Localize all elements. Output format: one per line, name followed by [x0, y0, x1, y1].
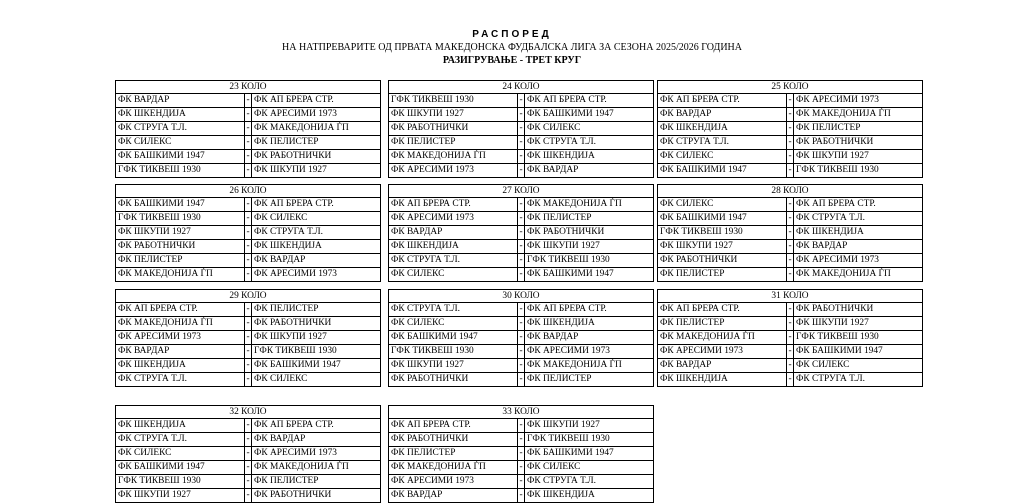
match-row: [116, 268, 380, 281]
away-team: ФК МАКЕДОНИЈА ЃП: [527, 360, 622, 370]
match-separator: -: [786, 373, 794, 386]
match-row: [116, 345, 380, 359]
match-row: [116, 475, 380, 489]
match-separator: -: [517, 331, 525, 344]
match-separator: -: [517, 359, 525, 372]
match-row: [658, 94, 922, 108]
home-team: ФК СТРУГА Т.Л.: [391, 255, 460, 265]
away-team: ФК ВАРДАР: [527, 332, 579, 342]
match-row: [658, 198, 922, 212]
match-separator: -: [786, 122, 794, 135]
away-team: ФК ШКЕНДИЈА: [254, 241, 322, 251]
away-team: ФК МАКЕДОНИЈА ЃП: [254, 123, 349, 133]
match-separator: -: [244, 122, 252, 135]
round-title: 33 КОЛО: [389, 406, 653, 419]
away-team: ФК АП БРЕРА СТР.: [796, 199, 876, 209]
match-row: [658, 164, 922, 177]
match-row: [389, 108, 653, 122]
away-team: ФК ПЕЛИСТЕР: [527, 213, 592, 223]
match-separator: -: [244, 254, 252, 267]
away-team: ФК ШКУПИ 1927: [527, 420, 600, 430]
match-separator: -: [517, 150, 525, 163]
home-team: ФК ПЕЛИСТЕР: [660, 269, 725, 279]
match-separator: -: [517, 345, 525, 358]
home-team: ФК ШКЕНДИЈА: [118, 109, 186, 119]
home-team: ФК ШКЕНДИЈА: [660, 123, 728, 133]
home-team: ФК ШКУПИ 1927: [118, 490, 191, 500]
match-row: [116, 212, 380, 226]
match-row: [389, 122, 653, 136]
home-team: ФК БАШКИМИ 1947: [118, 199, 205, 209]
away-team: ФК РАБОТНИЧКИ: [527, 227, 605, 237]
match-row: [658, 268, 922, 281]
home-team: ФК БАШКИМИ 1947: [391, 332, 478, 342]
home-team: ФК ШКУПИ 1927: [118, 227, 191, 237]
home-team: ФК РАБОТНИЧКИ: [660, 255, 738, 265]
match-separator: -: [244, 164, 252, 177]
match-row: [389, 461, 653, 475]
home-team: ФК РАБОТНИЧКИ: [391, 123, 469, 133]
round-title: 28 КОЛО: [658, 185, 922, 198]
match-row: [389, 268, 653, 281]
match-separator: -: [244, 359, 252, 372]
away-team: ФК АРЕСИМИ 1973: [527, 346, 610, 356]
match-separator: -: [244, 475, 252, 488]
away-team: ФК ШКУПИ 1927: [527, 241, 600, 251]
match-row: [389, 212, 653, 226]
match-row: [389, 317, 653, 331]
away-team: ФК АП БРЕРА СТР.: [254, 199, 334, 209]
home-team: ФК БАШКИМИ 1947: [660, 213, 747, 223]
round-table: [115, 405, 381, 503]
match-separator: -: [244, 419, 252, 432]
away-team: ФК СТРУГА Т.Л.: [796, 374, 865, 384]
round-title: 24 КОЛО: [389, 81, 653, 94]
home-team: ФК АП БРЕРА СТР.: [660, 304, 740, 314]
home-team: ФК МАКЕДОНИЈА ЃП: [118, 269, 213, 279]
match-separator: -: [517, 268, 525, 281]
away-team: ФК ШКУПИ 1927: [796, 151, 869, 161]
round-table: [115, 80, 381, 178]
home-team: ФК ПЕЛИСТЕР: [118, 255, 183, 265]
match-separator: -: [786, 212, 794, 225]
home-team: ФК ПЕЛИСТЕР: [391, 448, 456, 458]
away-team: ФК РАБОТНИЧКИ: [796, 304, 874, 314]
home-team: ФК ШКУПИ 1927: [391, 360, 464, 370]
away-team: ФК АРЕСИМИ 1973: [254, 269, 337, 279]
match-row: [116, 489, 380, 502]
match-separator: -: [244, 345, 252, 358]
match-row: [389, 164, 653, 177]
away-team: ФК АРЕСИМИ 1973: [796, 95, 879, 105]
page-title: РАСПОРЕД: [472, 29, 552, 40]
match-separator: -: [786, 198, 794, 211]
away-team: ФК ПЕЛИСТЕР: [254, 476, 319, 486]
home-team: ГФК ТИКВЕШ 1930: [118, 476, 201, 486]
away-team: ФК ПЕЛИСТЕР: [254, 137, 319, 147]
home-team: ФК АРЕСИМИ 1973: [391, 476, 474, 486]
match-row: [116, 198, 380, 212]
match-row: [389, 331, 653, 345]
match-separator: -: [786, 345, 794, 358]
home-team: ФК АРЕСИМИ 1973: [118, 332, 201, 342]
match-row: [389, 359, 653, 373]
match-separator: -: [244, 240, 252, 253]
away-team: ФК СТРУГА Т.Л.: [254, 227, 323, 237]
match-separator: -: [786, 136, 794, 149]
match-row: [389, 136, 653, 150]
home-team: ФК ПЕЛИСТЕР: [660, 318, 725, 328]
match-row: [116, 317, 380, 331]
match-row: [116, 359, 380, 373]
home-team: ФК РАБОТНИЧКИ: [391, 434, 469, 444]
match-row: [658, 122, 922, 136]
match-separator: -: [786, 164, 794, 177]
match-row: [658, 150, 922, 164]
match-separator: -: [517, 475, 525, 488]
match-separator: -: [244, 198, 252, 211]
home-team: ФК ШКУПИ 1927: [660, 241, 733, 251]
away-team: ФК РАБОТНИЧКИ: [254, 151, 332, 161]
away-team: ФК СТРУГА Т.Л.: [527, 137, 596, 147]
away-team: ГФК ТИКВЕШ 1930: [254, 346, 337, 356]
away-team: ФК АП БРЕРА СТР.: [254, 420, 334, 430]
home-team: ФК СИЛЕКС: [118, 448, 172, 458]
match-row: [116, 122, 380, 136]
away-team: ФК ВАРДАР: [254, 255, 306, 265]
page-subtitle: НА НАТПРЕВАРИТЕ ОД ПРВАТА МАКЕДОНСКА ФУДБАЛСКА ЛИГА ЗА СЕЗОНА 2025/2026 ГОДИНА: [282, 42, 742, 53]
match-separator: -: [244, 268, 252, 281]
match-separator: -: [244, 461, 252, 474]
home-team: ФК ШКЕНДИЈА: [391, 241, 459, 251]
away-team: ФК ПЕЛИСТЕР: [796, 123, 861, 133]
match-separator: -: [517, 108, 525, 121]
home-team: ФК СИЛЕКС: [118, 137, 172, 147]
away-team: ФК БАШКИМИ 1947: [527, 109, 614, 119]
match-separator: -: [517, 198, 525, 211]
match-separator: -: [517, 489, 525, 502]
away-team: ФК АП БРЕРА СТР.: [254, 95, 334, 105]
away-team: ФК МАКЕДОНИЈА ЃП: [796, 269, 891, 279]
match-separator: -: [517, 461, 525, 474]
home-team: ФК СТРУГА Т.Л.: [391, 304, 460, 314]
match-separator: -: [517, 447, 525, 460]
match-separator: -: [517, 94, 525, 107]
away-team: ФК СТРУГА Т.Л.: [796, 213, 865, 223]
away-team: ГФК ТИКВЕШ 1930: [527, 255, 610, 265]
away-team: ФК РАБОТНИЧКИ: [796, 137, 874, 147]
match-separator: -: [244, 150, 252, 163]
match-row: [389, 345, 653, 359]
match-row: [389, 373, 653, 386]
match-row: [389, 475, 653, 489]
home-team: ФК СТРУГА Т.Л.: [118, 434, 187, 444]
match-row: [116, 461, 380, 475]
round-table: [115, 289, 381, 387]
match-row: [389, 198, 653, 212]
match-row: [658, 317, 922, 331]
away-team: ФК СИЛЕКС: [796, 360, 850, 370]
home-team: ФК АП БРЕРА СТР.: [660, 95, 740, 105]
home-team: ГФК ТИКВЕШ 1930: [118, 213, 201, 223]
match-row: [116, 419, 380, 433]
match-row: [389, 447, 653, 461]
match-row: [658, 240, 922, 254]
match-row: [658, 212, 922, 226]
round-title: 30 КОЛО: [389, 290, 653, 303]
home-team: ФК ВАРДАР: [660, 360, 712, 370]
match-row: [658, 108, 922, 122]
away-team: ФК СИЛЕКС: [527, 462, 581, 472]
home-team: ФК ШКЕНДИЈА: [660, 374, 728, 384]
match-separator: -: [244, 447, 252, 460]
match-row: [658, 331, 922, 345]
match-row: [116, 136, 380, 150]
away-team: ГФК ТИКВЕШ 1930: [796, 165, 879, 175]
match-separator: -: [517, 136, 525, 149]
match-row: [116, 108, 380, 122]
match-separator: -: [786, 240, 794, 253]
away-team: ФК ШКЕНДИЈА: [527, 490, 595, 500]
round-title: 23 КОЛО: [116, 81, 380, 94]
home-team: ФК ВАРДАР: [118, 346, 170, 356]
home-team: ФК ШКЕНДИЈА: [118, 420, 186, 430]
away-team: ФК ШКЕНДИЈА: [527, 151, 595, 161]
home-team: ФК СТРУГА Т.Л.: [118, 123, 187, 133]
match-separator: -: [517, 317, 525, 330]
match-row: [658, 254, 922, 268]
home-team: ФК ВАРДАР: [391, 490, 443, 500]
home-team: ФК АРЕСИМИ 1973: [391, 165, 474, 175]
match-separator: -: [786, 303, 794, 316]
home-team: ФК СИЛЕКС: [660, 151, 714, 161]
match-separator: -: [517, 226, 525, 239]
home-team: ФК ВАРДАР: [118, 95, 170, 105]
round-title: 32 КОЛО: [116, 406, 380, 419]
home-team: ФК РАБОТНИЧКИ: [391, 374, 469, 384]
round-table: [657, 184, 923, 282]
match-row: [658, 359, 922, 373]
round-table: [657, 80, 923, 178]
away-team: ФК БАШКИМИ 1947: [527, 448, 614, 458]
away-team: ФК СИЛЕКС: [527, 123, 581, 133]
match-separator: -: [786, 359, 794, 372]
home-team: ФК БАШКИМИ 1947: [660, 165, 747, 175]
home-team: ФК СИЛЕКС: [391, 269, 445, 279]
away-team: ФК БАШКИМИ 1947: [254, 360, 341, 370]
match-separator: -: [517, 433, 525, 446]
match-row: [389, 433, 653, 447]
match-separator: -: [517, 303, 525, 316]
home-team: ФК ВАРДАР: [391, 227, 443, 237]
match-row: [389, 150, 653, 164]
home-team: ФК РАБОТНИЧКИ: [118, 241, 196, 251]
match-separator: -: [786, 331, 794, 344]
match-separator: -: [244, 489, 252, 502]
away-team: ФК ВАРДАР: [254, 434, 306, 444]
round-title: 29 КОЛО: [116, 290, 380, 303]
match-row: [389, 303, 653, 317]
match-separator: -: [244, 94, 252, 107]
away-team: ФК СИЛЕКС: [254, 213, 308, 223]
home-team: ФК АП БРЕРА СТР.: [391, 199, 471, 209]
home-team: ФК АП БРЕРА СТР.: [118, 304, 198, 314]
match-row: [116, 331, 380, 345]
match-row: [658, 373, 922, 386]
match-row: [389, 226, 653, 240]
away-team: ФК АРЕСИМИ 1973: [254, 109, 337, 119]
match-separator: -: [517, 212, 525, 225]
round-table: [388, 184, 654, 282]
round-table: [388, 289, 654, 387]
match-row: [116, 240, 380, 254]
home-team: ГФК ТИКВЕШ 1930: [660, 227, 743, 237]
home-team: ФК ШКУПИ 1927: [391, 109, 464, 119]
match-row: [116, 447, 380, 461]
match-separator: -: [786, 226, 794, 239]
away-team: ФК ШКУПИ 1927: [254, 165, 327, 175]
match-separator: -: [517, 419, 525, 432]
match-row: [389, 419, 653, 433]
round-title: 26 КОЛО: [116, 185, 380, 198]
match-separator: -: [517, 164, 525, 177]
home-team: ФК СТРУГА Т.Л.: [118, 374, 187, 384]
round-title: 31 КОЛО: [658, 290, 922, 303]
match-separator: -: [786, 150, 794, 163]
match-separator: -: [517, 373, 525, 386]
match-separator: -: [786, 108, 794, 121]
home-team: ФК БАШКИМИ 1947: [118, 151, 205, 161]
home-team: ГФК ТИКВЕШ 1930: [391, 346, 474, 356]
match-separator: -: [786, 94, 794, 107]
match-row: [116, 150, 380, 164]
match-row: [658, 303, 922, 317]
away-team: ФК ШКЕНДИЈА: [796, 227, 864, 237]
away-team: ГФК ТИКВЕШ 1930: [796, 332, 879, 342]
match-separator: -: [244, 108, 252, 121]
round-title: 27 КОЛО: [389, 185, 653, 198]
match-separator: -: [786, 317, 794, 330]
match-row: [658, 136, 922, 150]
home-team: ФК БАШКИМИ 1947: [118, 462, 205, 472]
away-team: ФК СИЛЕКС: [254, 374, 308, 384]
home-team: ФК МАКЕДОНИЈА ЃП: [391, 151, 486, 161]
match-row: [116, 254, 380, 268]
match-separator: -: [244, 317, 252, 330]
away-team: ФК ПЕЛИСТЕР: [254, 304, 319, 314]
match-separator: -: [517, 122, 525, 135]
match-separator: -: [244, 373, 252, 386]
away-team: ФК ВАРДАР: [527, 165, 579, 175]
match-row: [389, 94, 653, 108]
away-team: ФК АП БРЕРА СТР.: [527, 95, 607, 105]
round-table: [388, 80, 654, 178]
away-team: ФК МАКЕДОНИЈА ЃП: [527, 199, 622, 209]
home-team: ФК ПЕЛИСТЕР: [391, 137, 456, 147]
match-separator: -: [244, 136, 252, 149]
round-title: 25 КОЛО: [658, 81, 922, 94]
match-separator: -: [517, 240, 525, 253]
away-team: ФК АП БРЕРА СТР.: [527, 304, 607, 314]
home-team: ФК МАКЕДОНИЈА ЃП: [660, 332, 755, 342]
away-team: ФК АРЕСИМИ 1973: [254, 448, 337, 458]
match-separator: -: [517, 254, 525, 267]
away-team: ФК БАШКИМИ 1947: [796, 346, 883, 356]
match-row: [116, 373, 380, 386]
away-team: ФК БАШКИМИ 1947: [527, 269, 614, 279]
away-team: ФК РАБОТНИЧКИ: [254, 318, 332, 328]
match-separator: -: [786, 268, 794, 281]
home-team: ФК АП БРЕРА СТР.: [391, 420, 471, 430]
match-row: [116, 433, 380, 447]
away-team: ФК ШКУПИ 1927: [796, 318, 869, 328]
away-team: ФК ПЕЛИСТЕР: [527, 374, 592, 384]
match-row: [658, 345, 922, 359]
away-team: ГФК ТИКВЕШ 1930: [527, 434, 610, 444]
phase-title: РАЗИГРУВАЊЕ - ТРЕТ КРУГ: [442, 55, 582, 66]
away-team: ФК МАКЕДОНИЈА ЃП: [796, 109, 891, 119]
match-separator: -: [786, 254, 794, 267]
match-row: [116, 94, 380, 108]
match-row: [389, 489, 653, 502]
away-team: ФК АРЕСИМИ 1973: [796, 255, 879, 265]
home-team: ФК МАКЕДОНИЈА ЃП: [391, 462, 486, 472]
away-team: ФК МАКЕДОНИЈА ЃП: [254, 462, 349, 472]
away-team: ФК СТРУГА Т.Л.: [527, 476, 596, 486]
match-row: [389, 240, 653, 254]
home-team: ФК СИЛЕКС: [660, 199, 714, 209]
match-separator: -: [244, 226, 252, 239]
home-team: ФК ШКЕНДИЈА: [118, 360, 186, 370]
match-separator: -: [244, 331, 252, 344]
match-row: [116, 303, 380, 317]
match-row: [658, 226, 922, 240]
match-separator: -: [244, 433, 252, 446]
away-team: ФК ШКЕНДИЈА: [527, 318, 595, 328]
home-team: ФК ВАРДАР: [660, 109, 712, 119]
home-team: ФК АРЕСИМИ 1973: [391, 213, 474, 223]
away-team: ФК ВАРДАР: [796, 241, 848, 251]
match-row: [116, 164, 380, 177]
away-team: ФК ШКУПИ 1927: [254, 332, 327, 342]
match-row: [116, 226, 380, 240]
home-team: ФК МАКЕДОНИЈА ЃП: [118, 318, 213, 328]
match-separator: -: [244, 303, 252, 316]
round-table: [657, 289, 923, 387]
home-team: ФК СИЛЕКС: [391, 318, 445, 328]
match-row: [389, 254, 653, 268]
home-team: ФК СТРУГА Т.Л.: [660, 137, 729, 147]
round-table: [388, 405, 654, 503]
home-team: ФК АРЕСИМИ 1973: [660, 346, 743, 356]
round-table: [115, 184, 381, 282]
home-team: ГФК ТИКВЕШ 1930: [391, 95, 474, 105]
away-team: ФК РАБОТНИЧКИ: [254, 490, 332, 500]
home-team: ГФК ТИКВЕШ 1930: [118, 165, 201, 175]
match-separator: -: [244, 212, 252, 225]
